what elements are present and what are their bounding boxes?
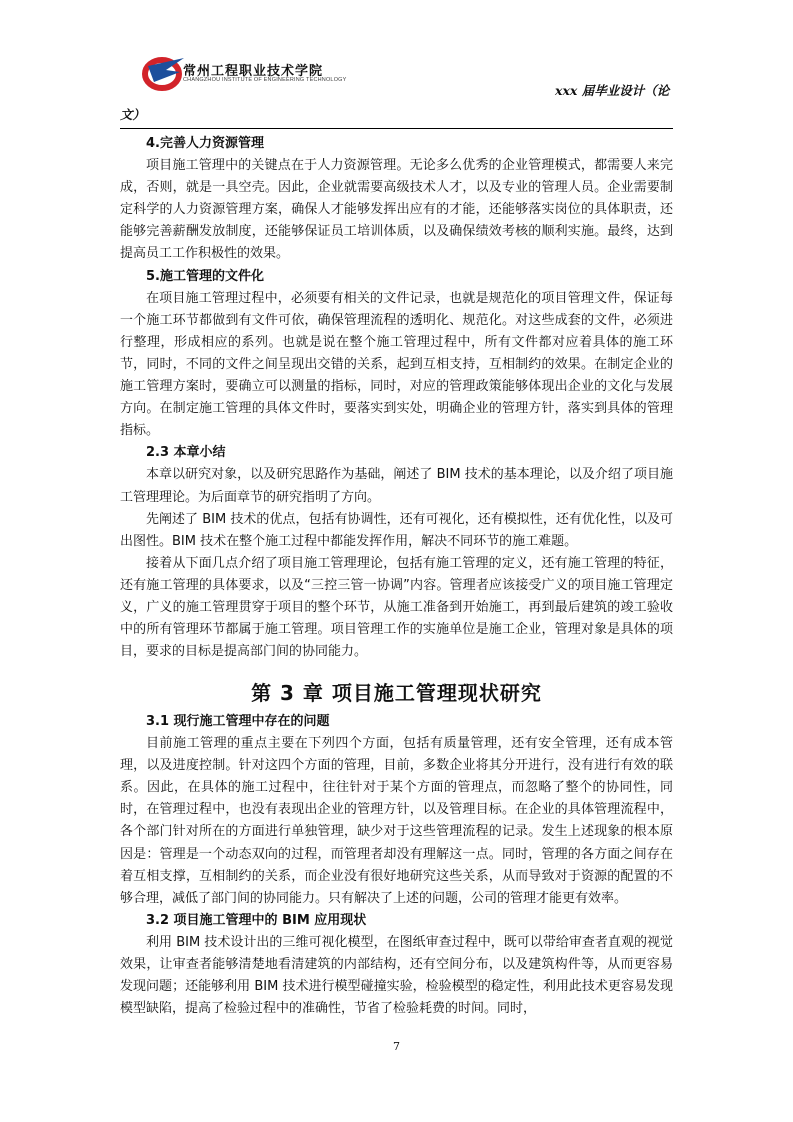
school-logo-icon — [140, 52, 188, 94]
header-title: xxx 届毕业设计（论 — [555, 83, 670, 98]
header-title-continued: 文） — [120, 107, 146, 122]
section-heading: 2.3 本章小结 — [146, 445, 226, 461]
paragraph: 目前施工管理的重点主要在下列四个方面，包括有质量管理，还有安全管理，还有成本管理，以及进度控制。针对这四个方面的管理，目前，多数企业将其分开进行，没有进行有效的联系。因此，在具体的施工过程中，往往针对于某个方面的管理点，而忽略了整个的协同性，同时，在管理过程中，也没有表现出企业的管理方针，以及管理目标。在企业的具体管理流程中，各个部门针对所在的方面进行单独管理，缺少对于这些管理流程的记录。发生上述现象的根本原因是：管理是一个动态双向的过程，而管理者却没有理解这一点。同时，管理的各方面之间存在着互相支撑，互相制约的关系，而企业没有很好地研究这些关系，从而导致对于资源的配置的不够合理，减低了部门间的协同能力。只有解决了上述的问题，公司的管理才能更有效率。 — [120, 736, 673, 906]
section-heading: 3.2 项目施工管理中的 BIM 应用现状 — [146, 912, 367, 928]
paragraph: 先阐述了 BIM 技术的优点，包括有协调性，还有可视化，还有模拟性，还有优化性，以及可出图性。BIM 技术在整个施工过程中都能发挥作用，解决不同环节的施工难题。 — [120, 511, 673, 549]
page-number: 7 — [393, 1040, 400, 1053]
paragraph: 利用 BIM 技术设计出的三维可视化模型，在图纸审查过程中，既可以带给审查者直观的视觉效果，让审查者能够清楚地看清建筑的内部结构，还有空间分布，以及建筑构件等，从而更容易发现问题；还能够利用 BIM 技术进行模型碰撞实验，检验模型的稳定性，利用此技术更容易发现模型缺陷，提高了检验过程中的准确性，节省了检验耗费的时间。同时， — [120, 934, 673, 1017]
school-name: 常州工程职业技术学院 — [183, 64, 324, 79]
section-heading: 4.完善人力资源管理 — [146, 136, 264, 151]
section-heading: 3.1 现行施工管理中存在的问题 — [146, 714, 330, 729]
paragraph: 本章以研究对象，以及研究思路作为基础，阐述了 BIM 技术的基本理论，以及介绍了项目施工管理理论。为后面章节的研究指明了方向。 — [120, 467, 673, 505]
paragraph: 接着从下面几点介绍了项目施工管理理论，包括有施工管理的定义，还有施工管理的特征，还有施工管理的具体要求，以及“三控三管一协调”内容。管理者应该接受广义的项目施工管理定义，广义的施工管理贯穿于项目的整个环节，从施工准备到开始施工，再到最后建筑的竣工验收中的所有管理环节都属于施工管理。项目管理工作的实施单位是施工企业，管理对象是具体的项目，要求的目标是提高部门间的协同能力。 — [120, 555, 673, 660]
document-body-2 — [120, 711, 673, 1020]
section-heading: 5.施工管理的文件化 — [146, 268, 264, 284]
paragraph: 项目施工管理中的关键点在于人力资源管理。无论多么优秀的企业管理模式，都需要人来完成，否则，就是一具空壳。因此，企业就需要高级技术人才，以及专业的管理人员。企业需要制定科学的人力资源管理方案，确保人才能够发挥出应有的才能，还能够落实岗位的具体职责，还能够完善薪酬发放制度，还能够保证员工培训体质，以及确保绩效考核的顺利实施。最终，达到提高员工工作积极性的效果。 — [120, 158, 673, 262]
school-name-en: CHANGZHOU INSTITUTE OF ENGINEERING TECHNOLOGY — [183, 77, 347, 83]
chapter-title: 第 3 章 项目施工管理现状研究 — [251, 681, 542, 705]
document-body — [120, 133, 673, 663]
paragraph: 在项目施工管理过程中，必须要有相关的文件记录，也就是规范化的项目管理文件，保证每一个施工环节都做到有文件可依，确保管理流程的透明化、规范化。对这些成套的文件，必须进行整理，形成相应的系列。也就是说在整个施工管理过程中，所有文件都对应着具体的施工环节，同时，不同的文件之间呈现出交错的关系，起到互相支持，互相制约的效果。在制定企业的施工管理方案时，要确立可以测量的指标，同时，对应的管理政策能够体现出企业的文化与发展方向。在制定施工管理的具体文件时，要落实到实处，明确企业的管理方针，落实到具体的管理指标。 — [120, 290, 673, 439]
header-divider — [120, 128, 673, 129]
